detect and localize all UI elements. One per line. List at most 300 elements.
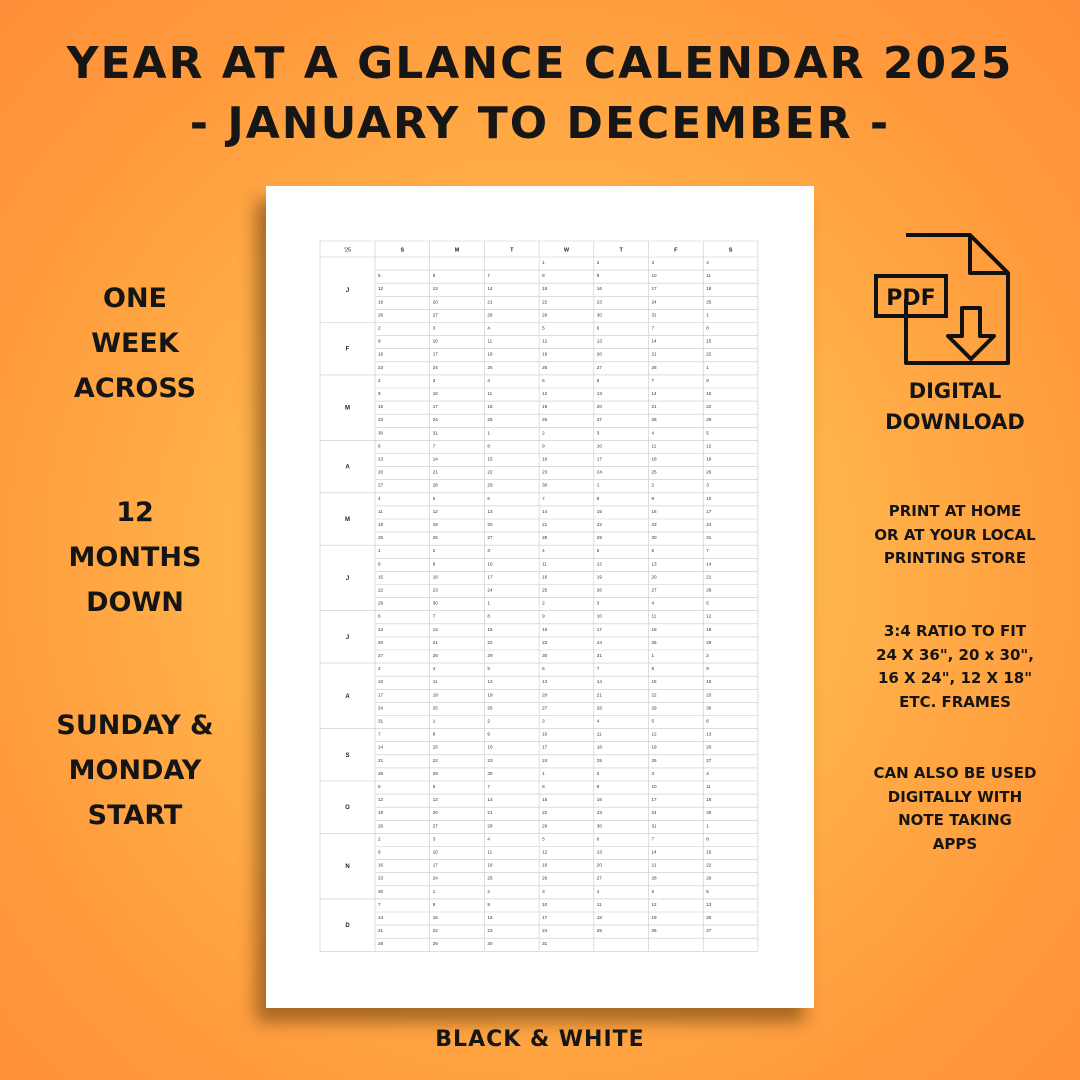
date-number: 13 <box>596 338 602 344</box>
month-label: M <box>345 517 350 523</box>
date-number: 10 <box>432 391 438 396</box>
date-number: 30 <box>596 823 602 829</box>
feature-line: 24 X 36", 20 x 30", <box>876 645 1034 664</box>
date-number: 3 <box>432 325 436 331</box>
date-number: 10 <box>542 901 548 907</box>
date-number: 4 <box>378 495 381 501</box>
date-number: 23 <box>706 692 712 698</box>
date-number: 8 <box>542 784 545 789</box>
date-number: 22 <box>432 928 438 934</box>
date-number: 22 <box>432 757 438 763</box>
date-number: 10 <box>542 731 548 737</box>
date-number: 23 <box>596 810 602 816</box>
date-number: 22 <box>542 810 548 816</box>
date-number: 28 <box>487 312 493 318</box>
date-number: 28 <box>651 417 657 423</box>
feature-line: SUNDAY & <box>56 710 214 741</box>
date-number: 30 <box>378 430 384 436</box>
day-header: S <box>728 247 733 254</box>
ratio-info <box>845 620 1065 714</box>
date-number: 23 <box>378 875 384 881</box>
feature-line: 3:4 RATIO TO FIT <box>883 622 1027 640</box>
date-number: 29 <box>432 770 438 776</box>
date-number: 8 <box>432 901 436 907</box>
date-number: 20 <box>432 810 438 816</box>
date-number: 6 <box>596 377 600 383</box>
date-number: 24 <box>706 522 712 527</box>
date-number: 12 <box>542 849 548 855</box>
date-number: 21 <box>651 404 657 410</box>
date-number: 15 <box>542 797 548 803</box>
date-number: 6 <box>378 443 381 449</box>
date-number: 30 <box>706 705 712 711</box>
date-number: 30 <box>432 600 438 606</box>
date-number: 28 <box>542 535 548 541</box>
date-number: 12 <box>596 561 602 567</box>
date-number: 18 <box>487 351 493 357</box>
date-number: 24 <box>542 757 548 763</box>
date-number: 17 <box>432 351 438 357</box>
date-number: 19 <box>542 862 548 868</box>
date-number: 17 <box>432 404 438 410</box>
date-number: 31 <box>596 653 602 658</box>
date-number: 3 <box>706 482 709 488</box>
date-number: 12 <box>542 338 548 344</box>
feature-line: 12 <box>116 497 154 528</box>
feature-line: DOWN <box>86 587 184 618</box>
date-number: 23 <box>378 417 384 423</box>
date-number: 16 <box>487 915 493 920</box>
date-number: 8 <box>706 377 709 383</box>
date-number: 13 <box>706 731 712 737</box>
date-number: 20 <box>596 404 602 410</box>
date-number: 16 <box>651 508 657 514</box>
date-number: 27 <box>706 928 712 934</box>
date-number: 20 <box>651 574 657 580</box>
date-number: 3 <box>378 666 381 672</box>
date-number: 4 <box>651 430 655 436</box>
date-number: 6 <box>378 613 381 619</box>
date-number: 17 <box>651 286 657 292</box>
date-number: 17 <box>706 508 712 514</box>
date-number: 29 <box>542 312 548 318</box>
date-number: 16 <box>596 286 602 292</box>
date-number: 23 <box>596 299 602 305</box>
date-number: 21 <box>487 810 493 816</box>
date-number: 19 <box>651 915 657 920</box>
date-number: 10 <box>432 849 438 855</box>
date-number: 17 <box>378 692 384 698</box>
date-number: 1 <box>542 770 545 776</box>
date-number: 7 <box>651 836 655 842</box>
date-number: 14 <box>432 626 438 632</box>
date-number: 2 <box>378 325 381 331</box>
date-number: 13 <box>596 849 602 855</box>
date-number: 7 <box>432 613 436 619</box>
date-number: 23 <box>378 364 384 370</box>
date-number: 8 <box>706 836 709 842</box>
date-number: 12 <box>487 679 493 685</box>
date-number: 31 <box>651 823 657 829</box>
date-number: 7 <box>487 273 490 279</box>
feature-line: ONE <box>103 283 167 314</box>
month-label: A <box>345 464 350 471</box>
date-number: 26 <box>378 312 384 318</box>
date-number: 12 <box>651 901 657 907</box>
date-number: 11 <box>706 273 711 279</box>
date-number: 4 <box>487 325 490 331</box>
feature-line: PRINTING STORE <box>883 549 1027 567</box>
date-number: 6 <box>651 548 655 554</box>
calendar-grid <box>266 186 814 1008</box>
date-number: 18 <box>706 286 712 292</box>
date-number: 22 <box>542 299 548 305</box>
date-number: 28 <box>378 941 384 947</box>
date-number: 4 <box>706 770 709 776</box>
date-number: 31 <box>432 430 438 436</box>
date-number: 16 <box>596 797 602 803</box>
date-number: 10 <box>596 613 602 619</box>
date-number: 1 <box>378 548 381 554</box>
date-number: 26 <box>651 757 657 763</box>
feature-line: NOTE TAKING <box>898 811 1012 829</box>
date-number: 25 <box>487 364 493 370</box>
date-number: 13 <box>487 508 493 514</box>
pdf-download-icon <box>872 232 1012 368</box>
date-number: 28 <box>651 364 657 370</box>
date-number: 11 <box>487 338 493 344</box>
date-number: 29 <box>378 600 384 606</box>
date-number: 15 <box>487 626 493 632</box>
date-number: 29 <box>432 941 438 947</box>
feature-months-down <box>30 490 240 625</box>
date-number: 6 <box>596 325 600 331</box>
date-number: 31 <box>378 718 384 724</box>
date-number: 26 <box>651 928 657 934</box>
feature-line: ACROSS <box>73 373 197 404</box>
date-number: 16 <box>542 626 548 632</box>
date-number: 24 <box>432 875 438 881</box>
date-number: 24 <box>596 469 602 475</box>
date-number: 9 <box>596 784 600 789</box>
date-number: 2 <box>432 548 436 554</box>
date-number: 11 <box>596 731 602 737</box>
date-number: 9 <box>706 666 709 672</box>
date-number: 7 <box>432 443 436 449</box>
date-number: 14 <box>651 849 657 855</box>
date-number: 5 <box>378 784 381 789</box>
feature-line: DIGITALLY WITH <box>887 787 1023 806</box>
date-number: 28 <box>651 875 657 881</box>
date-number: 15 <box>487 456 493 462</box>
date-number: 8 <box>487 443 490 449</box>
date-number: 21 <box>432 639 438 645</box>
date-number: 1 <box>706 312 709 318</box>
month-label: A <box>345 693 350 700</box>
date-number: 11 <box>651 443 657 449</box>
date-number: 28 <box>706 587 712 593</box>
digital-use-info <box>845 762 1065 856</box>
date-number: 30 <box>542 482 548 488</box>
date-number: 9 <box>596 273 600 279</box>
feature-line: PRINT AT HOME <box>888 502 1022 520</box>
day-header: F <box>674 247 678 254</box>
date-number: 25 <box>651 639 657 645</box>
date-number: 4 <box>432 666 436 672</box>
date-number: 30 <box>487 770 493 776</box>
date-number: 19 <box>706 456 712 462</box>
date-number: 9 <box>542 613 545 619</box>
date-number: 25 <box>542 587 548 593</box>
date-number: 30 <box>378 888 384 894</box>
date-number: 6 <box>542 666 545 672</box>
date-number: 8 <box>706 325 709 331</box>
date-number: 25 <box>487 875 493 881</box>
date-number: 3 <box>487 548 490 554</box>
date-number: 9 <box>378 391 381 396</box>
date-number: 4 <box>706 260 709 265</box>
date-number: 22 <box>378 587 384 593</box>
date-number: 17 <box>596 626 602 632</box>
date-number: 29 <box>706 417 712 423</box>
date-number: 2 <box>378 836 381 842</box>
date-number: 18 <box>651 456 657 462</box>
date-number: 7 <box>487 784 490 789</box>
date-number: 14 <box>432 456 438 462</box>
date-number: 4 <box>487 836 490 842</box>
date-number: 24 <box>596 639 602 645</box>
date-number: 15 <box>378 574 384 580</box>
feature-line: ETC. FRAMES <box>899 692 1011 711</box>
date-number: 18 <box>487 862 493 868</box>
date-number: 27 <box>378 653 384 658</box>
date-number: 1 <box>596 482 600 488</box>
date-number: 20 <box>596 351 602 357</box>
date-number: 2 <box>378 377 381 383</box>
date-number: 20 <box>378 469 384 475</box>
date-number: 16 <box>487 744 493 750</box>
date-number: 14 <box>706 561 712 567</box>
date-number: 5 <box>542 325 545 331</box>
date-number: 1 <box>487 600 490 606</box>
date-number: 1 <box>487 430 490 436</box>
date-number: 26 <box>706 639 712 645</box>
date-number: 29 <box>487 653 493 658</box>
feature-line: OR AT YOUR LOCAL <box>874 525 1036 544</box>
date-number: 18 <box>542 574 548 580</box>
date-number: 15 <box>432 915 438 920</box>
date-number: 6 <box>706 718 709 724</box>
date-number: 31 <box>542 941 548 947</box>
date-number: 26 <box>542 364 548 370</box>
date-number: 18 <box>432 692 438 698</box>
date-number: 6 <box>487 495 490 501</box>
date-number: 24 <box>432 417 438 423</box>
date-number: 3 <box>596 600 600 606</box>
page-subtitle: - JANUARY TO DECEMBER - <box>189 98 891 149</box>
date-number: 23 <box>651 522 657 527</box>
date-number: 10 <box>651 784 657 789</box>
date-number: 21 <box>596 692 602 698</box>
date-number: 20 <box>542 692 548 698</box>
date-number: 22 <box>706 404 712 410</box>
date-number: 9 <box>378 849 381 855</box>
date-number: 11 <box>487 849 493 855</box>
date-number: 12 <box>706 613 712 619</box>
date-number: 8 <box>487 613 490 619</box>
date-number: 4 <box>596 718 600 724</box>
date-number: 23 <box>542 639 548 645</box>
date-number: 8 <box>432 731 436 737</box>
date-number: 5 <box>432 495 436 501</box>
date-number: 14 <box>596 679 602 685</box>
date-number: 16 <box>542 456 548 462</box>
date-number: 12 <box>542 391 548 396</box>
date-number: 25 <box>596 928 602 934</box>
date-number: 7 <box>596 666 600 672</box>
date-number: 19 <box>378 299 384 305</box>
date-number: 8 <box>542 273 545 279</box>
date-number: 15 <box>651 679 657 685</box>
date-number: 31 <box>651 312 657 318</box>
date-number: 29 <box>542 823 548 829</box>
date-number: 14 <box>487 797 493 803</box>
date-number: 5 <box>651 888 655 894</box>
date-number: 11 <box>651 613 657 619</box>
date-number: 10 <box>432 338 438 344</box>
day-header: W <box>563 247 570 254</box>
date-number: 7 <box>651 325 655 331</box>
date-number: 31 <box>706 535 712 541</box>
date-number: 28 <box>432 482 438 488</box>
date-number: 27 <box>706 757 712 763</box>
date-number: 9 <box>487 731 490 737</box>
date-number: 4 <box>542 548 545 554</box>
feature-week-start <box>30 703 240 838</box>
date-number: 1 <box>706 823 709 829</box>
date-number: 9 <box>378 338 381 344</box>
date-number: 2 <box>487 888 490 894</box>
date-number: 25 <box>706 299 712 305</box>
date-number: 1 <box>432 718 436 724</box>
date-number: 22 <box>487 639 493 645</box>
date-number: 3 <box>432 377 436 383</box>
date-number: 27 <box>651 587 657 593</box>
date-number: 26 <box>542 417 548 423</box>
feature-line: MONTHS <box>68 542 202 573</box>
calendar-preview-sheet <box>266 186 814 1008</box>
date-number: 18 <box>596 744 602 750</box>
date-number: 18 <box>378 522 384 527</box>
date-number: 3 <box>651 260 655 265</box>
date-number: 3 <box>651 770 655 776</box>
date-number: 19 <box>542 351 548 357</box>
date-number: 26 <box>596 587 602 593</box>
date-number: 13 <box>378 626 384 632</box>
date-number: 17 <box>487 574 493 580</box>
date-number: 11 <box>432 679 438 685</box>
date-number: 8 <box>378 561 381 567</box>
year-label: '25 <box>343 247 352 254</box>
feature-line: DOWNLOAD <box>885 410 1025 434</box>
date-number: 3 <box>542 718 545 724</box>
date-number: 2 <box>651 482 655 488</box>
date-number: 21 <box>378 757 384 763</box>
date-number: 13 <box>706 901 712 907</box>
date-number: 23 <box>487 928 493 934</box>
date-number: 19 <box>487 692 493 698</box>
date-number: 22 <box>487 469 493 475</box>
date-number: 13 <box>542 679 548 685</box>
date-number: 6 <box>432 273 436 279</box>
feature-line: MONDAY <box>68 755 202 786</box>
date-number: 11 <box>378 508 383 514</box>
date-number: 10 <box>706 495 712 501</box>
date-number: 26 <box>542 875 548 881</box>
print-info <box>845 500 1065 571</box>
date-number: 17 <box>432 862 438 868</box>
date-number: 7 <box>706 548 709 554</box>
date-number: 14 <box>542 508 548 514</box>
date-number: 2 <box>487 718 490 724</box>
date-number: 20 <box>596 862 602 868</box>
date-number: 22 <box>706 862 712 868</box>
date-number: 2 <box>596 260 600 265</box>
date-number: 25 <box>706 810 712 816</box>
date-number: 27 <box>596 364 602 370</box>
date-number: 17 <box>542 744 548 750</box>
date-number: 20 <box>432 299 438 305</box>
date-number: 3 <box>596 430 600 436</box>
date-number: 1 <box>706 364 709 370</box>
date-number: 30 <box>596 312 602 318</box>
date-number: 21 <box>651 351 657 357</box>
date-number: 12 <box>378 797 384 803</box>
date-number: 20 <box>378 639 384 645</box>
month-label: N <box>345 864 350 871</box>
date-number: 14 <box>651 391 657 396</box>
date-number: 15 <box>432 744 438 750</box>
day-header: S <box>400 247 405 254</box>
date-number: 25 <box>378 535 384 541</box>
date-number: 22 <box>651 692 657 698</box>
date-number: 7 <box>378 731 381 737</box>
date-number: 13 <box>378 456 384 462</box>
date-number: 24 <box>378 705 384 711</box>
date-number: 8 <box>651 666 655 672</box>
date-number: 25 <box>487 417 493 423</box>
month-label: J <box>345 575 350 582</box>
date-number: 11 <box>706 784 711 789</box>
month-label: S <box>345 752 350 759</box>
feature-line: DIGITAL <box>908 379 1002 403</box>
date-number: 27 <box>596 417 602 423</box>
date-number: 9 <box>487 901 490 907</box>
date-number: 24 <box>432 364 438 370</box>
date-number: 12 <box>378 286 384 292</box>
color-variant-label: BLACK & WHITE <box>435 1027 645 1052</box>
date-number: 24 <box>487 587 493 593</box>
feature-line: APPS <box>932 834 978 853</box>
date-number: 29 <box>706 875 712 881</box>
date-number: 12 <box>651 731 657 737</box>
date-number: 21 <box>432 469 438 475</box>
date-number: 27 <box>542 705 548 711</box>
date-number: 10 <box>378 679 384 685</box>
date-number: 10 <box>651 273 657 279</box>
date-number: 5 <box>542 836 545 842</box>
date-number: 25 <box>596 757 602 763</box>
